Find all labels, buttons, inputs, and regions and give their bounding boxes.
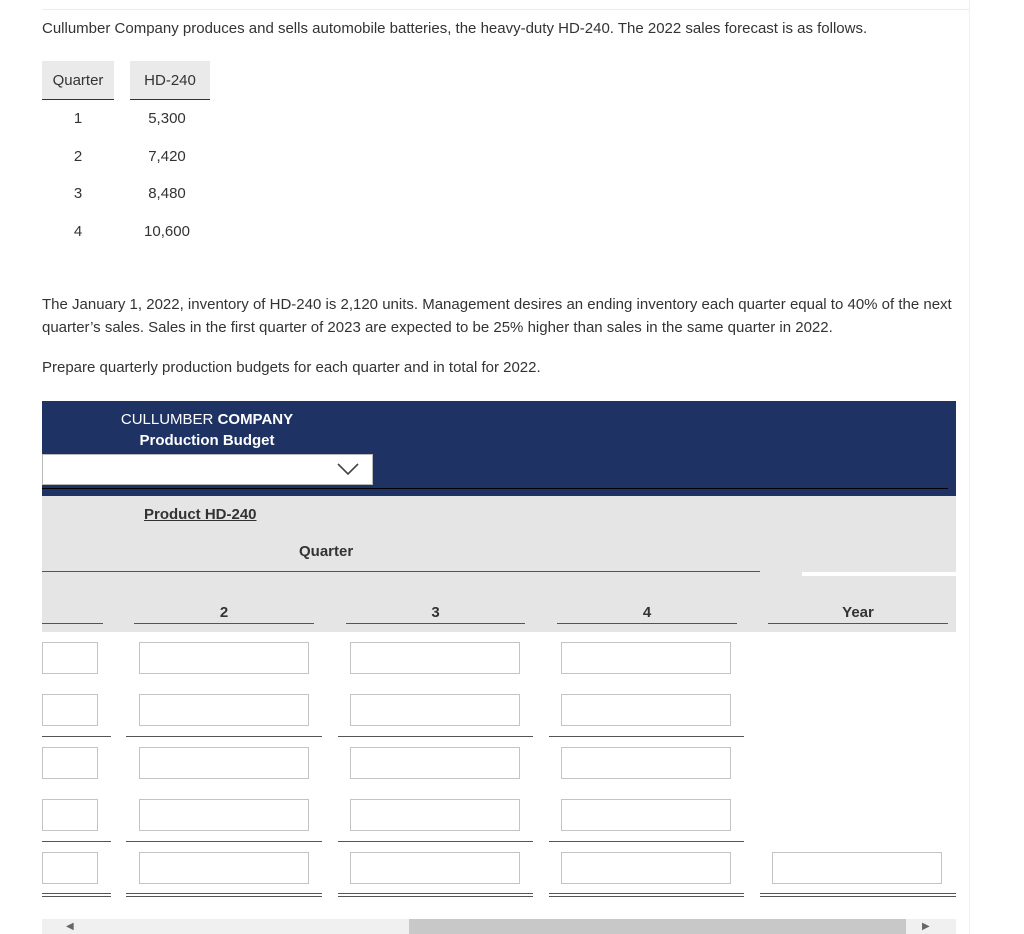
company-name: [42, 411, 372, 428]
budget-input-q4[interactable]: [561, 852, 731, 884]
inventory-paragraph: The January 1, 2022, inventory of HD-240 is 2,120 units. Management desires an ending inventory each quarter equal to 40% of the next quarter’s sales. Sales in the first quarter of 2023 are expected to be 25% higher than sales in the same quarter in 2022.: [42, 296, 952, 336]
row-rule: [126, 841, 322, 842]
instruction-text: Prepare quarterly production budgets for each quarter and in total for 2022.: [42, 359, 541, 376]
double-rule: [760, 893, 956, 897]
sales-quarter-cell: 1: [73, 110, 83, 127]
sales-units-cell: 5,300: [148, 110, 186, 127]
column-rule: [134, 623, 314, 624]
budget-input-q4[interactable]: [561, 799, 731, 831]
quarter-rule: [42, 571, 760, 572]
budget-input-q2[interactable]: [139, 747, 309, 779]
arrow-right-icon[interactable]: ▶: [922, 921, 930, 932]
column-header-q4: 4: [642, 604, 652, 621]
budget-input-q1[interactable]: [42, 852, 98, 884]
sales-units-cell: 10,600: [144, 223, 190, 240]
company-name-regular: CULLUMBER: [120, 411, 218, 428]
row-rule: [549, 841, 744, 842]
budget-input-q3[interactable]: [350, 852, 520, 884]
sales-quarter-cell: 3: [73, 185, 83, 202]
budget-input-q3[interactable]: [350, 799, 520, 831]
row-rule: [549, 736, 744, 737]
budget-input-q4[interactable]: [561, 694, 731, 726]
row-rule: [42, 841, 111, 842]
sales-quarter-cell: 4: [73, 223, 83, 240]
double-rule: [42, 893, 111, 897]
band-gap: [802, 572, 956, 576]
right-divider: [969, 0, 970, 934]
scrollbar-thumb[interactable]: [409, 919, 906, 934]
column-rule: [557, 623, 737, 624]
arrow-left-icon[interactable]: ◀: [66, 921, 74, 932]
budget-input-q3[interactable]: [350, 747, 520, 779]
row-rule: [338, 736, 533, 737]
column-header-q2: 2: [219, 604, 229, 621]
company-name-bold: COMPANY: [217, 411, 294, 428]
quarter-label: Quarter: [299, 543, 354, 560]
sales-header-hd240: HD-240: [130, 61, 210, 100]
sales-header-quarter: Quarter: [42, 61, 114, 100]
budget-input-q2[interactable]: [139, 694, 309, 726]
product-label: Product HD-240: [144, 506, 257, 523]
horizontal-scrollbar[interactable]: [42, 919, 956, 934]
budget-column-band: [42, 496, 956, 632]
sales-units-cell: 7,420: [148, 148, 186, 165]
column-rule: [768, 623, 948, 624]
budget-input-year[interactable]: [772, 852, 942, 884]
budget-title: Production Budget: [139, 432, 275, 449]
budget-input-q1[interactable]: [42, 642, 98, 674]
double-rule: [549, 893, 744, 897]
row-rule: [126, 736, 322, 737]
period-select[interactable]: [42, 454, 373, 485]
budget-input-q3[interactable]: [350, 642, 520, 674]
sales-quarter-cell: 2: [73, 148, 83, 165]
budget-input-q4[interactable]: [561, 747, 731, 779]
budget-input-q1[interactable]: [42, 747, 98, 779]
budget-header: [42, 401, 956, 496]
budget-input-q3[interactable]: [350, 694, 520, 726]
chevron-down-icon: [336, 461, 360, 477]
row-rule: [338, 841, 533, 842]
double-rule: [126, 893, 322, 897]
column-header-year: Year: [842, 604, 874, 621]
double-rule: [338, 893, 533, 897]
header-rule: [42, 488, 948, 489]
budget-input-q2[interactable]: [139, 642, 309, 674]
intro-text: Cullumber Company produces and sells automobile batteries, the heavy-duty HD-240. The 2022 sales forecast is as follows.: [42, 20, 868, 37]
budget-input-q1[interactable]: [42, 694, 98, 726]
column-header-q3: 3: [431, 604, 440, 621]
column-rule: [346, 623, 525, 624]
budget-input-q4[interactable]: [561, 642, 731, 674]
budget-input-q2[interactable]: [139, 799, 309, 831]
row-rule: [42, 736, 111, 737]
budget-input-q1[interactable]: [42, 799, 98, 831]
column-rule: [42, 623, 103, 624]
top-divider: [42, 9, 970, 10]
budget-input-q2[interactable]: [139, 852, 309, 884]
sales-units-cell: 8,480: [148, 185, 186, 202]
